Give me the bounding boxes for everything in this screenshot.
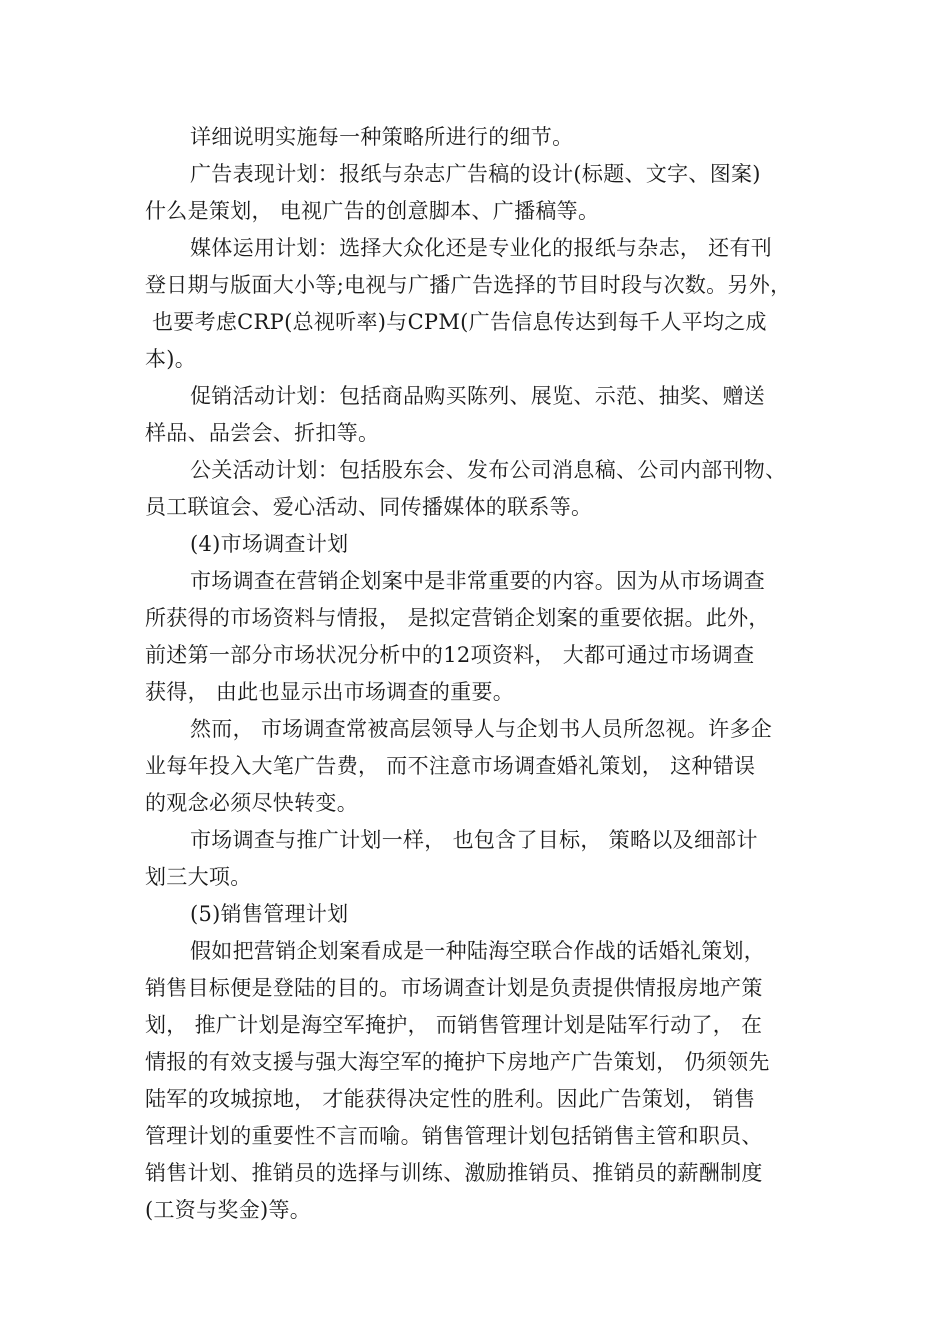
paragraph-line: 的观念必须尽快转变。 <box>145 791 358 815</box>
paragraph-line: 销售目标便是登陆的目的。市场调查计划是负责提供情报房地产策 <box>145 976 763 1000</box>
paragraph-line: 什么是策划， 电视广告的创意脚本、广播稿等。 <box>145 199 600 223</box>
paragraph-line: 陆军的攻城掠地， 才能获得决定性的胜利。因此广告策划， 销售 <box>145 1087 756 1111</box>
paragraph-line: (工资与奖金)等。 <box>145 1198 312 1222</box>
paragraph-line: 假如把营销企划案看成是一种陆海空联合作战的话婚礼策划， <box>190 939 766 963</box>
paragraph-line: 样品、品尝会、折扣等。 <box>145 421 380 445</box>
paragraph-line: 划， 推广计划是海空军掩护， 而销售管理计划是陆军行动了， 在 <box>145 1013 763 1037</box>
paragraph-line: 销售计划、推销员的选择与训练、激励推销员、推销员的薪酬制度 <box>145 1161 763 1185</box>
paragraph-line: 所获得的市场资料与情报， 是拟定营销企划案的重要依据。此外， <box>145 606 770 630</box>
paragraph-line: 管理计划的重要性不言而喻。销售管理计划包括销售主管和职员、 <box>145 1124 763 1148</box>
paragraph-line: 划三大项。 <box>145 865 252 889</box>
section-heading: (4)市场调查计划 <box>190 532 349 556</box>
paragraph-line: 登日期与版面大小等;电视与广播广告选择的节目时段与次数。另外， <box>145 273 792 297</box>
paragraph-line: 业每年投入大笔广告费， 而不注意市场调查婚礼策划， 这种错误 <box>145 754 756 778</box>
paragraph-line: 前述第一部分市场状况分析中的12项资料， 大都可通过市场调查 <box>145 643 755 667</box>
paragraph-line: 促销活动计划：包括商品购买陈列、展览、示范、抽奖、赠送 <box>190 384 766 408</box>
paragraph-line: 媒体运用计划：选择大众化还是专业化的报纸与杂志， 还有刊 <box>190 236 773 260</box>
paragraph-line: 也要考虑CRP(总视听率)与CPM(广告信息传达到每千人平均之成 <box>145 310 767 334</box>
paragraph-line: 市场调查在营销企划案中是非常重要的内容。因为从市场调查 <box>190 569 766 593</box>
paragraph-line: 详细说明实施每一种策略所进行的细节。 <box>190 125 574 149</box>
paragraph-line: 获得， 由此也显示出市场调查的重要。 <box>145 680 515 704</box>
paragraph-line: 公关活动计划：包括股东会、发布公司消息稿、公司内部刊物、 <box>190 458 787 482</box>
paragraph-line: 员工联谊会、爱心活动、同传播媒体的联系等。 <box>145 495 593 519</box>
paragraph-line: 情报的有效支援与强大海空军的掩护下房地产广告策划， 仍须领先 <box>145 1050 770 1074</box>
paragraph-line: 市场调查与推广计划一样， 也包含了目标， 策略以及细部计 <box>190 828 758 852</box>
paragraph-line: 本)。 <box>145 347 197 371</box>
section-heading: (5)销售管理计划 <box>190 902 349 926</box>
paragraph-line: 然而， 市场调查常被高层领导人与企划书人员所忽视。许多企 <box>190 717 773 741</box>
paragraph-line: 广告表现计划：报纸与杂志广告稿的设计(标题、文字、图案) <box>190 162 761 186</box>
